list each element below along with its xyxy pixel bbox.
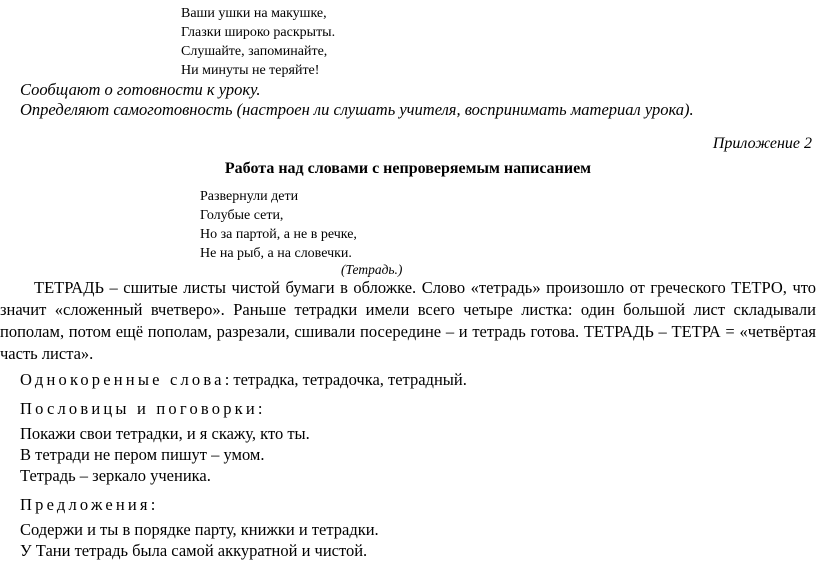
poem-line: Глазки широко раскрыты. <box>181 25 336 40</box>
sentences-label: Предложения: <box>20 495 159 514</box>
appendix-label: Приложение 2 <box>712 135 812 152</box>
riddle-line: Развернули дети <box>200 189 299 204</box>
poem-line: Ваши ушки на макушке, <box>181 6 327 21</box>
proverb-item: В тетради не пером пишут – умом. <box>20 445 265 464</box>
sentence-item: У Тани тетрадь была самой аккуратной и чистой. <box>20 541 368 560</box>
proverb-item: Покажи свои тетрадки, и я скажу, кто ты. <box>20 424 310 443</box>
poem-line: Ни минуты не теряйте! <box>181 63 320 78</box>
proverb-item: Тетрадь – зеркало ученика. <box>20 466 211 485</box>
intro-line: Определяют самоготовность (настроен ли слушать учителя, воспринимать материал урока). <box>20 100 694 119</box>
poem-line: Слушайте, запоминайте, <box>181 44 328 59</box>
sentence-item: Содержи и ты в порядке парту, книжки и тетрадки. <box>20 520 379 539</box>
section-heading: Работа над словами с непроверяемым написанием <box>224 160 592 177</box>
riddle-line: Но за партой, а не в речке, <box>200 227 357 242</box>
cognates-label: Однокоренные слова <box>20 370 225 389</box>
riddle-answer: (Тетрадь.) <box>341 262 403 277</box>
intro-line: Сообщают о готовности к уроку. <box>20 80 261 99</box>
proverbs-label: Пословицы и поговорки: <box>20 399 266 418</box>
cognates-line <box>20 370 467 390</box>
riddle-line: Голубые сети, <box>200 208 284 223</box>
cognates-text: : тетрадка, тетрадочка, тетрадный. <box>224 370 467 389</box>
riddle-line: Не на рыб, а на словечки. <box>200 246 352 261</box>
definition-paragraph: ТЕТРАДЬ – сшитые листы чистой бумаги в обложке. Слово «тетрадь» произошло от греческого ТЕТРО, что значит «сложенный вчетверо». Раньше тетрадки имели всего четыре листка: один большой лист складывали пополам, потом ещё пополам, разрезали, сшивали посередине – и тетрадь готова. ТЕТРАДЬ – ТЕТРА = «четвёртая часть листа». <box>0 278 816 363</box>
